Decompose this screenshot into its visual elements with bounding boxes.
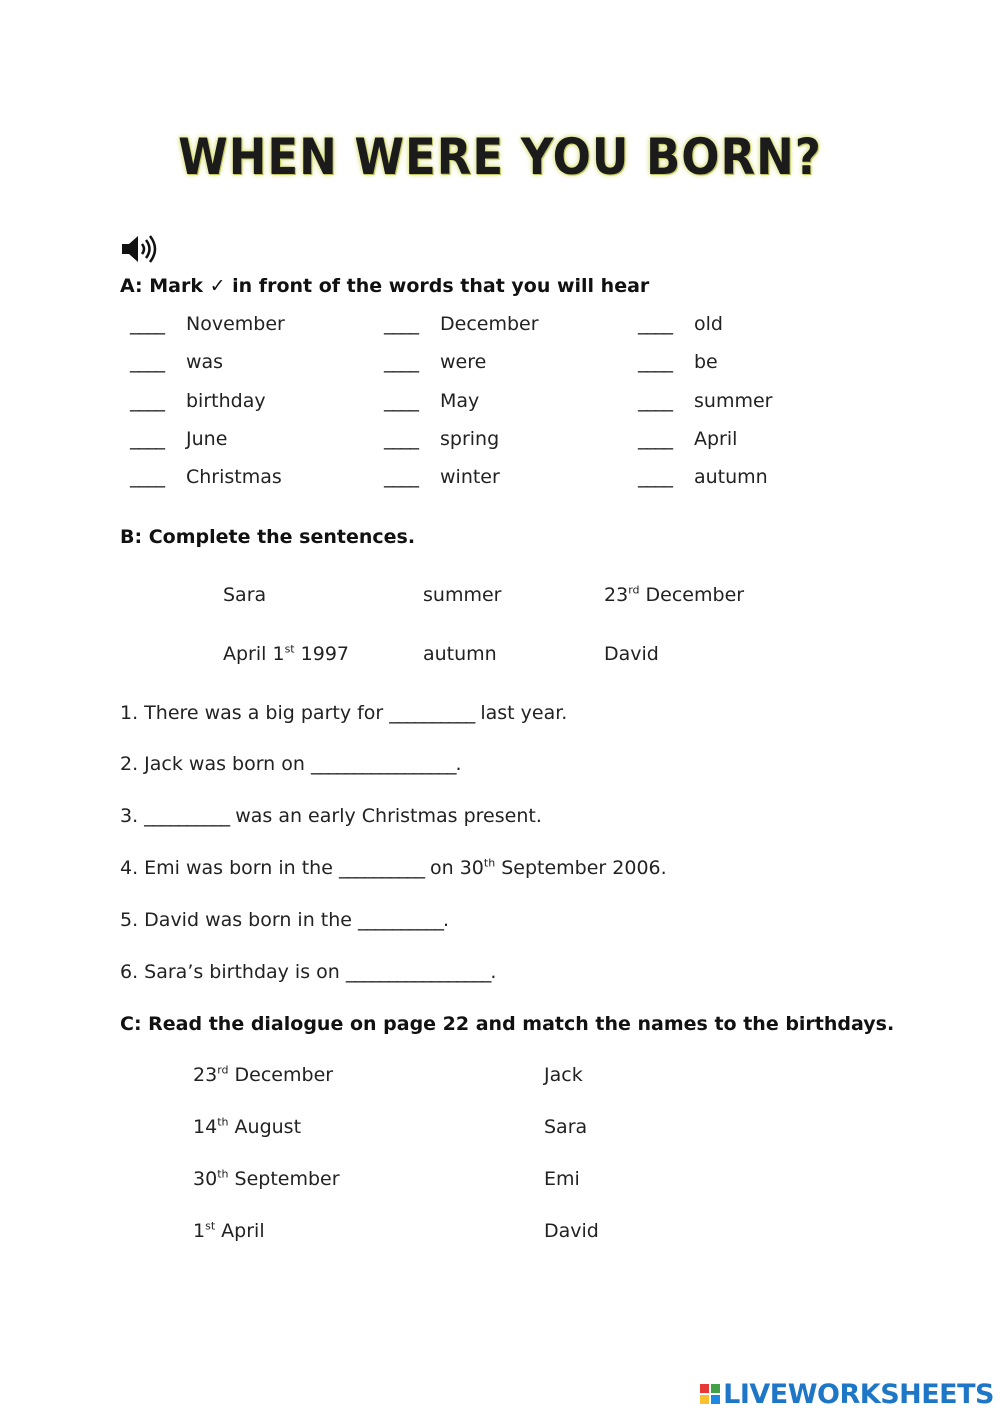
checklist-word: autumn: [694, 466, 768, 488]
match-date[interactable]: 30th September: [193, 1167, 340, 1190]
checklist-word: were: [440, 351, 487, 373]
logo-square: [700, 1395, 709, 1404]
checklist-word: summer: [694, 390, 773, 412]
logo-square: [700, 1384, 709, 1393]
logo-squares-icon: [700, 1384, 720, 1404]
checklist-word: June: [186, 428, 228, 450]
checklist-word: winter: [440, 466, 500, 488]
checkbox-blank[interactable]: ____: [384, 390, 418, 412]
match-date[interactable]: 14th August: [193, 1115, 302, 1138]
section-c-heading: C: Read the dialogue on page 22 and match the names to the birthdays.: [120, 1013, 895, 1035]
checklist-word: be: [694, 351, 718, 373]
checkbox-blank[interactable]: ____: [384, 428, 418, 450]
section-a-heading: A: Mark ✓ in front of the words that you will hear: [120, 275, 650, 297]
checkbox-blank[interactable]: ____: [384, 466, 418, 488]
logo-square: [711, 1384, 720, 1393]
checkbox-blank[interactable]: ____: [130, 313, 164, 335]
sentence-2: 2. Jack was born on _________________.: [120, 753, 462, 775]
match-name[interactable]: Sara: [544, 1116, 588, 1138]
sentence-5: 5. David was born in the __________.: [120, 909, 450, 931]
checkbox-blank[interactable]: ____: [638, 390, 672, 412]
word-bank-23rd-december: 23rd December: [604, 583, 745, 606]
sentence-4: 4. Emi was born in the __________ on 30th September 2006.: [120, 856, 667, 879]
match-name[interactable]: Jack: [544, 1064, 583, 1086]
match-date[interactable]: 1st April: [193, 1219, 265, 1242]
match-date[interactable]: 23rd December: [193, 1063, 334, 1086]
logo-square: [711, 1395, 720, 1404]
answer-blank[interactable]: __________: [358, 909, 444, 931]
checklist-word: April: [694, 428, 738, 450]
word-bank-april-1st-1997: April 1st 1997: [223, 642, 350, 665]
brand-name: LIVEWORKSHEETS: [723, 1378, 994, 1410]
checkbox-blank[interactable]: ____: [384, 351, 418, 373]
speaker-icon[interactable]: [120, 234, 160, 264]
sentence-3: 3. __________ was an early Christmas present.: [120, 805, 542, 827]
checkbox-blank[interactable]: ____: [130, 428, 164, 450]
checklist-word: December: [440, 313, 539, 335]
worksheet-title: WHEN WERE YOU BORN?: [178, 128, 822, 186]
checklist-word: Christmas: [186, 466, 282, 488]
answer-blank[interactable]: __________: [389, 702, 475, 724]
word-bank-sara: Sara: [223, 584, 267, 606]
answer-blank[interactable]: _________________: [310, 753, 456, 775]
checkbox-blank[interactable]: ____: [384, 313, 418, 335]
liveworksheets-logo: [700, 1379, 994, 1409]
checkbox-blank[interactable]: ____: [130, 466, 164, 488]
checklist-word: birthday: [186, 390, 266, 412]
checklist-word: spring: [440, 428, 500, 450]
checkbox-blank[interactable]: ____: [638, 313, 672, 335]
match-name[interactable]: David: [544, 1220, 599, 1242]
word-bank-autumn: autumn: [423, 643, 497, 665]
sentence-1: 1. There was a big party for __________ last year.: [120, 702, 568, 724]
checklist-word: old: [694, 313, 723, 335]
match-name[interactable]: Emi: [544, 1168, 580, 1190]
answer-blank[interactable]: _________________: [345, 961, 491, 983]
checkbox-blank[interactable]: ____: [638, 428, 672, 450]
word-bank-summer: summer: [423, 584, 502, 606]
checkbox-blank[interactable]: ____: [130, 351, 164, 373]
sentence-6: 6. Sara’s birthday is on _________________.: [120, 961, 497, 983]
word-bank-david: David: [604, 643, 659, 665]
answer-blank[interactable]: __________: [144, 805, 230, 827]
checkbox-blank[interactable]: ____: [638, 351, 672, 373]
section-b-heading: B: Complete the sentences.: [120, 526, 416, 548]
checklist-word: was: [186, 351, 224, 373]
checkbox-blank[interactable]: ____: [130, 390, 164, 412]
answer-blank[interactable]: __________: [338, 857, 424, 879]
checklist-word: November: [186, 313, 285, 335]
checkbox-blank[interactable]: ____: [638, 466, 672, 488]
checklist-word: May: [440, 390, 480, 412]
